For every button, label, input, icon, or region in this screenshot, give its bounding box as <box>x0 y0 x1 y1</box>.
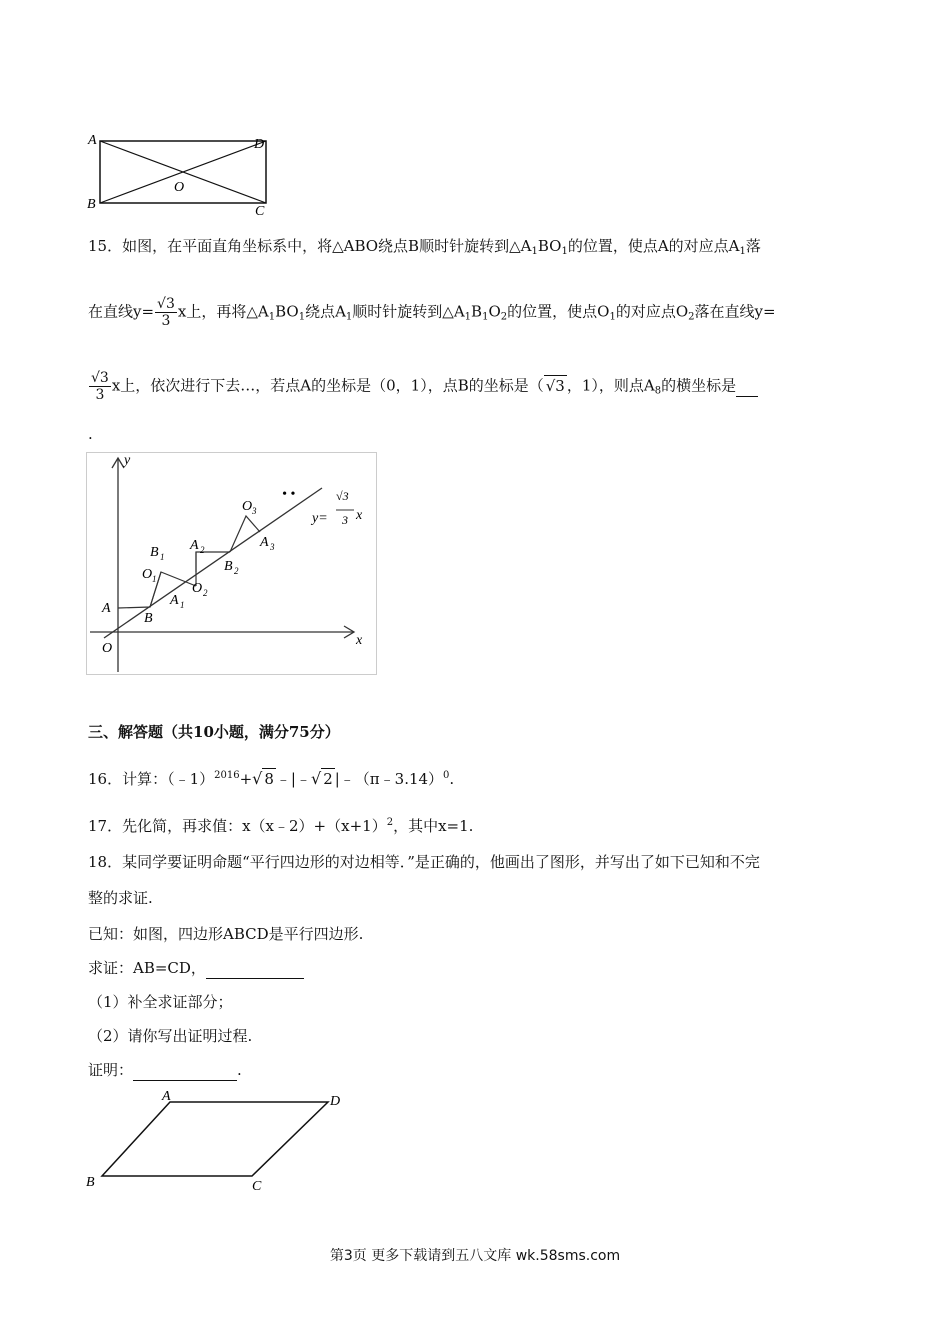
q15-line1: 15．如图，在平面直角坐标系中，将△ABO绕点B顺时针旋转到$\triangle A_1BO_1$的位置，使点A的对应点$A_1$落 <box>88 237 761 257</box>
svg-text:2: 2 <box>234 566 239 576</box>
svg-text:O: O <box>242 499 253 514</box>
label-A: A <box>162 1089 171 1104</box>
q15-end: . <box>88 425 93 443</box>
svg-text:B: B <box>150 545 159 560</box>
page-footer: 第3页 更多下载请到五八文库 wk.58sms.com <box>329 1248 621 1264</box>
svg-text:3: 3 <box>342 513 348 527</box>
label-B: B <box>144 611 153 626</box>
svg-text:A: A <box>170 593 179 608</box>
q18-line1: 18．某同学要证明命题“平行四边形的对边相等．”是正确的，他画出了图形，并写出了如下已知和不完 <box>88 853 760 871</box>
svg-text:2: 2 <box>200 545 205 555</box>
q18-part1: （1）补全求证部分； <box>88 993 233 1011</box>
svg-text:A: A <box>260 535 269 550</box>
rectangle-figure <box>82 128 272 218</box>
fraction: $\frac{√3}{3}$ <box>157 296 175 329</box>
label-B: B <box>86 1175 95 1190</box>
label-D: D <box>330 1094 341 1109</box>
q18-known: 已知：如图，四边形ABCD是平行四边形. <box>88 925 364 943</box>
fraction: $\frac{√3}{3}$ <box>91 370 109 403</box>
svg-text:√3: √3 <box>336 489 349 503</box>
svg-text:3: 3 <box>270 542 275 552</box>
svg-text:x: x <box>356 508 363 523</box>
y-axis-label: y <box>124 453 131 468</box>
line-label: y= <box>312 511 328 526</box>
svg-text:2: 2 <box>203 588 208 598</box>
label-A: A <box>102 601 111 616</box>
svg-text:1: 1 <box>152 574 157 584</box>
label-D: D <box>254 137 265 152</box>
label-A: A <box>88 133 97 148</box>
label-B: B <box>87 197 96 212</box>
svg-text:B: B <box>224 559 233 574</box>
svg-text:O: O <box>142 567 153 582</box>
svg-text:1: 1 <box>180 600 185 610</box>
q18-proof: 证明： . <box>88 1061 242 1079</box>
parallelogram-figure <box>82 1086 344 1192</box>
coordinate-graph <box>86 452 378 676</box>
q15-line3: $\frac{√3}{3}$ x上，依次进行下去…，若点A的坐标是（0，1），点B的坐标是（ √3 ，1），则点$A_8$的横坐标是 <box>88 370 758 403</box>
x-axis-label: x <box>356 633 363 648</box>
origin-label: O <box>102 641 113 656</box>
label-C: C <box>255 204 265 218</box>
label-O: O <box>174 180 185 195</box>
continuation-dots: • • <box>282 487 296 502</box>
q15-line2: 在直线y= $\frac{√3}{3}$ x上，再将$\triangle A_1BO_1$绕点$A_1$顺时针旋转到$\triangle A_1B_1O_2$的位置，使点$O_1$的对应点$O_2$落在直线y= <box>88 296 776 329</box>
q18-line2: 整的求证. <box>88 889 153 907</box>
label-C: C <box>252 1179 262 1192</box>
svg-text:O: O <box>192 581 203 596</box>
q17: 17．先化简，再求值：$x(x﹣2)+(x+1)^2$，其中x=1. <box>88 817 474 835</box>
svg-text:A: A <box>190 538 199 553</box>
q18-part2: （2）请你写出证明过程. <box>88 1027 253 1045</box>
section-heading: 三、解答题（共10小题，满分75分） <box>88 723 340 741</box>
q18-prove: 求证：AB=CD， <box>88 958 304 979</box>
svg-text:3: 3 <box>252 506 257 516</box>
svg-text:1: 1 <box>160 552 165 562</box>
q16: 16．计算：（﹣1）$^{2016}$+√ 8 ﹣|﹣√ 2 |﹣（π﹣3.14）$^0$. <box>88 769 455 788</box>
